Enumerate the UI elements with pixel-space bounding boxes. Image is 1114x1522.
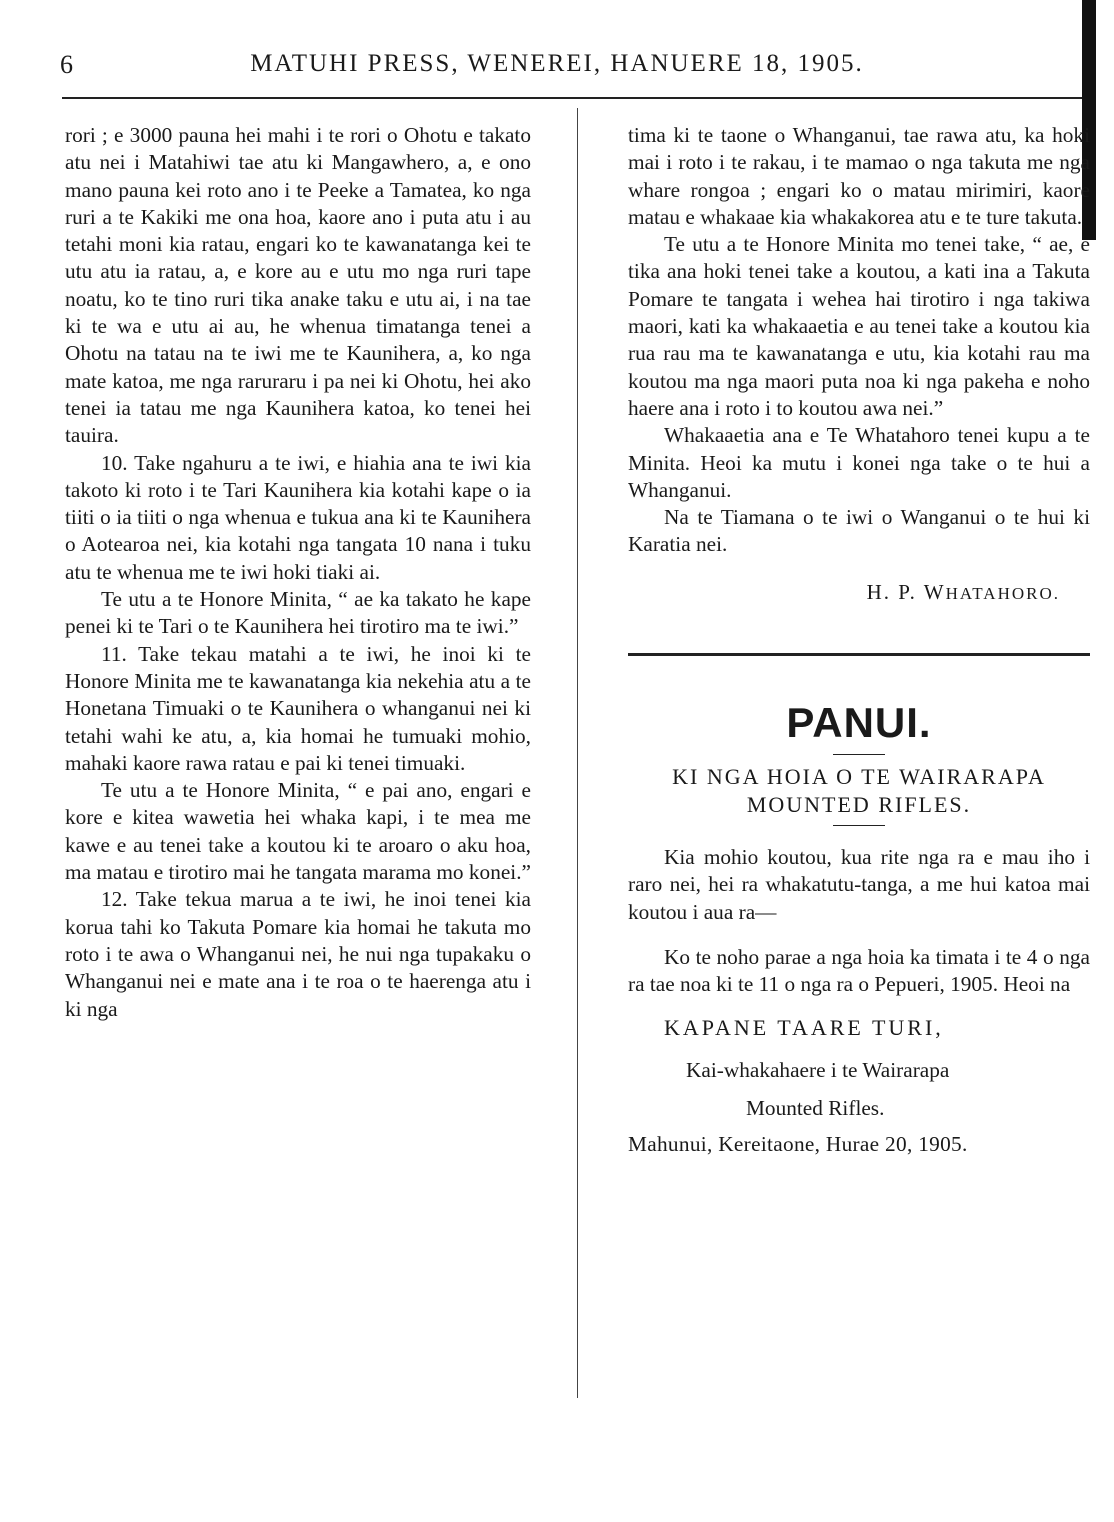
header-rule bbox=[62, 97, 1082, 99]
notice-title: PANUI. bbox=[786, 699, 932, 747]
right-paragraph: tima ki te taone o Whanganui, tae rawa atu, ka hoki mai i roto i te rakau, i te mamao o nga takuta me nga whare rongoa ; engari ko o matau mirimiri, kaore matau e whakaae kia whakakorea atu e te ture takuta. bbox=[628, 123, 1090, 229]
running-title: MATUHI PRESS, WENEREI, HANUERE 18, 1905. bbox=[250, 50, 864, 77]
left-paragraph: Te utu a te Honore Minita, “ ae ka takato he kape penei ki te Tari o te Kaunihera hei tirotiro ma te iwi.” bbox=[65, 587, 531, 639]
left-column bbox=[65, 122, 531, 1023]
left-paragraph: Te utu a te Honore Minita, “ e pai ano, engari e kore e kitea wawetia hei whaka kapi, i te mea me kawe e au tenei take a koutou ki te aroaro o aku hoa, ma matau e tirotiro mai he tangata marama mo konei.” bbox=[65, 778, 531, 885]
page-number: 6 bbox=[60, 50, 73, 79]
title-rule bbox=[833, 754, 885, 755]
left-paragraph: rori ; e 3000 pauna hei mahi i te rori o Ohotu e takato atu nei i Matahiwi tae atu ki Mangawhero, a, e ono mano pauna kei roto ano i te Peeke a Tamatea, ko nga ruri a te Kakiki me ona hoa, kaore ano i puta atu i au tetahi moni kia ratau, engari ko te kawanatanga kei te utu atu ia ratau, a, e kore au e utu mo nga ruri tape noatu, ko te tino ruri tika anake taku e utu ai, i na tae ki te wa e utu ai au, he whenua timatanga tenei a Ohotu na tatau na te iwi me te Kaunihera, a, ko nga mate katoa, me nga raruraru i pa nei ki Ohotu, hei ako tenei ia tatau me nga Kaunihera katoa, ko tenei hei tauira. bbox=[65, 123, 531, 448]
signature-surname: HATAHORO. bbox=[945, 583, 1060, 603]
right-column bbox=[628, 122, 1090, 1159]
notice-body: Kia mohio koutou, kua rite nga ra e mau iho i raro nei, hei ra whakatutu-tanga, a me hui katoa mai koutou i aua ra— bbox=[628, 845, 1090, 924]
sender-unit: Mounted Rifles. bbox=[746, 1095, 885, 1120]
left-paragraph: 11. Take tekau matahi a te iwi, he inoi ki te Honore Minita me te kawanatanga kia nekehia atu a te Honetana Timuaki o te Kaunihera o whanganui nei ki tetahi wahi ke atu, a, kia homai he tumuaki mohio, mahaki kaore rawa ratau e pai ki tenei timuaki. bbox=[65, 641, 531, 775]
right-paragraph: Te utu a te Honore Minita mo tenei take, “ ae, e tika ana hoki tenei take a koutou, a kati ina a Takuta Pomare te tangata i wehea hai tirotiro i nga takiwa maori, kati ka whakaaetia e au tenei take a koutou kia rua rau ma te kawanatanga e utu, kia kotahi rau ma koutou ma nga maori puta noa ki nga pakeha e noho haere ana i roto i to koutou awa nei.” bbox=[628, 232, 1090, 420]
sender-name: KAPANE TAARE TURI, bbox=[664, 1014, 944, 1040]
signature bbox=[628, 579, 1090, 607]
right-paragraph: Whakaaetia ana e Te Whatahoro tenei kupu a te Minita. Heoi ka mutu i konei nga take o te hui a Whanganui. bbox=[628, 423, 1090, 502]
sender-role: Kai-whakahaere i te Wairarapa bbox=[686, 1057, 950, 1082]
left-paragraph: 12. Take tekua marua a te iwi, he inoi tenei kia korua tahi ko Takuta Pomare kia homai he takuta mo roto i te awa o Whanganui nei, he nui nga tupakaku o Whanganui nei e mate ana i te roa o te haerenga atu i ki nga bbox=[65, 887, 531, 1021]
notice-subtitle bbox=[628, 763, 1090, 819]
notice-subtitle-line: MOUNTED RIFLES. bbox=[746, 792, 972, 818]
column-divider bbox=[577, 108, 578, 1398]
signature-initials: H. P. W bbox=[866, 579, 946, 604]
notice-body: Ko te noho parae a nga hoia ka timata i te 4 o nga ra tae noa ki te 11 o nga ra o Pepueri, 1905. Heoi na bbox=[628, 944, 1090, 997]
notice-subtitle-line: KI NGA HOIA O TE WAIRARAPA bbox=[672, 764, 1046, 790]
right-paragraph: Na te Tiamana o te iwi o Wanganui o te hui ki Karatia nei. bbox=[628, 505, 1090, 557]
left-paragraph: 10. Take ngahuru a te iwi, e hiahia ana te iwi kia takoto ki roto i te Tari Kaunihera kia kotahi kape o ia tiiti o ia tiiti o nga whenua e tukua ana ki te Kaunihera o Aotearoa nei, kia kotahi nga tangata 10 nana i tuku atu te whenua me te iwi hoki tiaki ai. bbox=[65, 450, 531, 584]
section-rule bbox=[628, 653, 1090, 656]
dateline: Mahunui, Kereitaone, Hurae 20, 1905. bbox=[628, 1131, 968, 1156]
